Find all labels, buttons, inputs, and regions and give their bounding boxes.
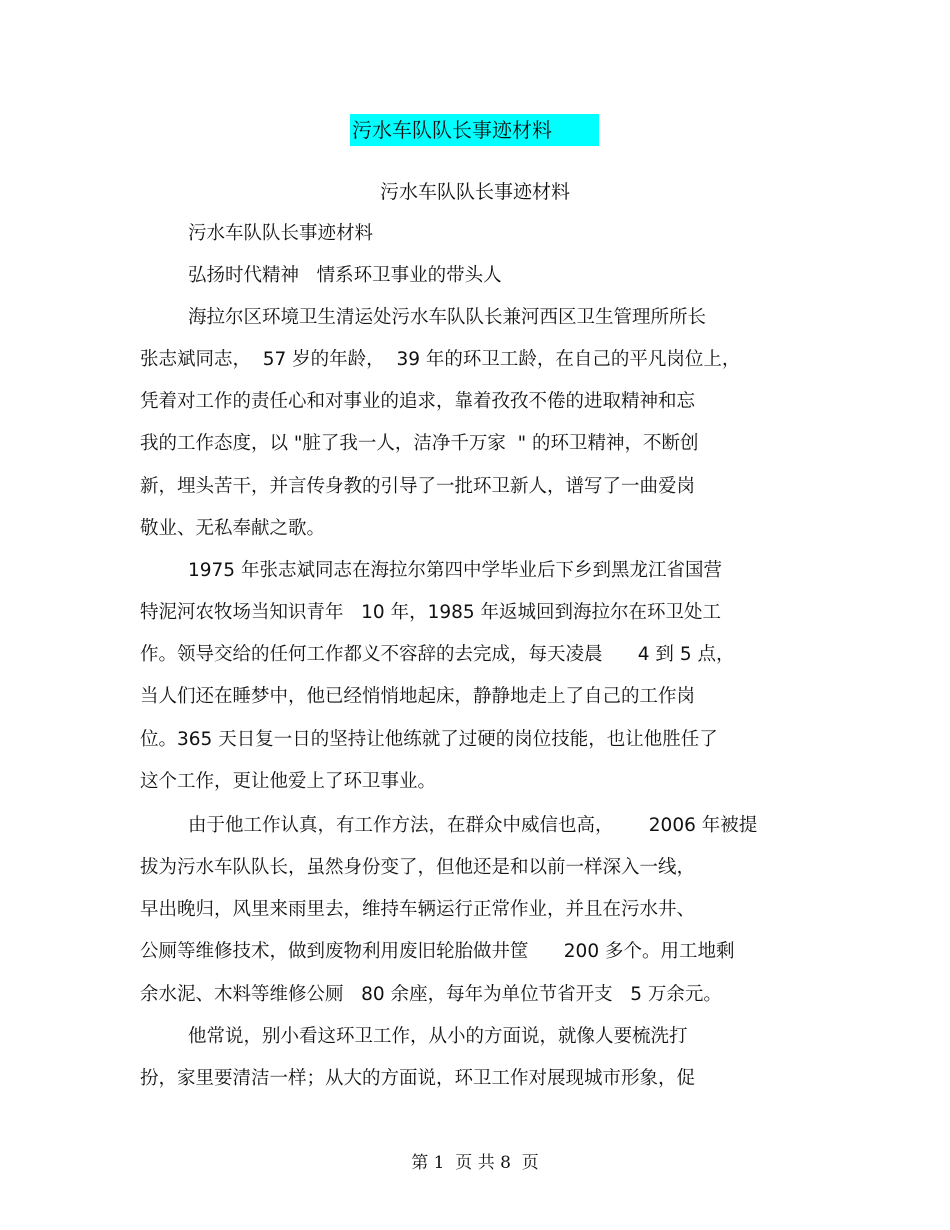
body-line: 位。365 天日复一日的坚持让他练就了过硬的岗位技能，也让他胜任了 [140, 729, 718, 750]
body-line: 1975 年张志斌同志在海拉尔第四中学毕业后下乡到黑龙江省国营 [188, 560, 722, 581]
body-line: 当人们还在睡梦中，他已经悄悄地起床，静静地走上了自己的工作岗 [140, 686, 696, 707]
body-line: 弘扬时代精神 情系环卫事业的带头人 [188, 265, 502, 286]
body-line: 污水车队队长事迹材料 [188, 223, 374, 244]
body-line: 凭着对工作的责任心和对事业的追求，靠着孜孜不倦的进取精神和忘 [140, 391, 696, 412]
body-line: 他常说，别小看这环卫工作，从小的方面说，就像人要梳洗打 [188, 1026, 688, 1047]
body-line: 由于他工作认真，有工作方法，在群众中威信也高， 2006 年被提 [188, 815, 758, 836]
body-line: 我的工作态度，以 "脏了我一人，洁净千万家 " 的环卫精神，不断创 [140, 433, 699, 454]
body-line: 余水泥、木料等维修公厕 80 余座，每年为单位节省开支 5 万余元。 [140, 984, 722, 1005]
body-line: 特泥河农牧场当知识青年 10 年，1985 年返城回到海拉尔在环卫处工 [140, 602, 722, 623]
body-line: 早出晚归，风里来雨里去，维持车辆运行正常作业，并且在污水井、 [140, 899, 696, 920]
page-number-footer: 第 1 页 共 8 页 [411, 1153, 539, 1173]
document-title: 污水车队队长事迹材料 [350, 114, 599, 146]
body-line: 拔为污水车队队长，虽然身份变了，但他还是和以前一样深入一线， [140, 857, 696, 878]
body-line: 作。领导交给的任何工作都义不容辞的去完成，每天凌晨 4 到 5 点， [140, 644, 735, 665]
body-line: 海拉尔区环境卫生清运处污水车队队长兼河西区卫生管理所所长 [188, 307, 707, 328]
body-line: 敬业、无私奉献之歌。 [140, 518, 326, 539]
body-line: 这个工作，更让他爱上了环卫事业。 [140, 771, 437, 792]
body-line: 公厕等维修技术，做到废物利用废旧轮胎做井筐 200 多个。用工地剩 [140, 941, 735, 962]
document-subtitle: 污水车队队长事迹材料 [379, 181, 570, 203]
body-line: 张志斌同志， 57 岁的年龄， 39 年的环卫工龄，在自己的平凡岗位上， [140, 349, 741, 370]
body-line: 新，埋头苦干，并言传身教的引导了一批环卫新人，谱写了一曲爱岗 [140, 476, 696, 497]
body-line: 扮，家里要清洁一样；从大的方面说，环卫工作对展现城市形象，促 [140, 1068, 696, 1089]
